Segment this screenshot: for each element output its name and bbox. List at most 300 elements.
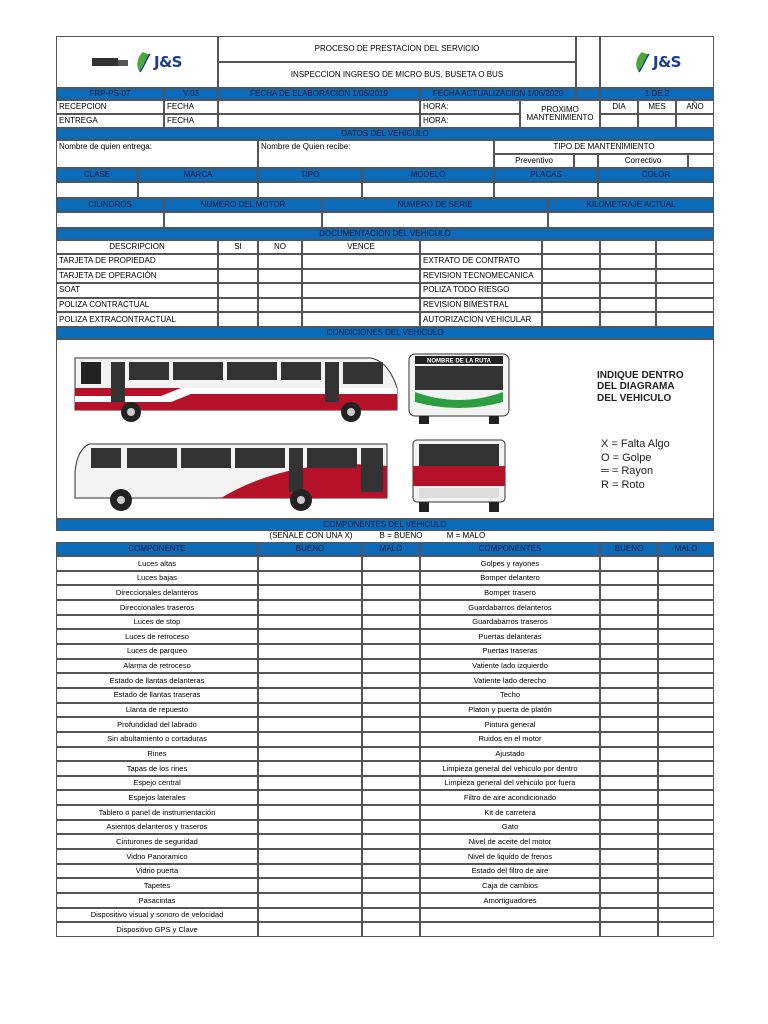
component-row [56,600,714,615]
component-name: Llanta de repuesto [56,703,258,718]
component-name [420,922,600,937]
legend-missing: X = Falta Algo [601,437,670,450]
bueno-checkbox[interactable] [258,893,362,908]
component-row [56,761,714,776]
component-row [56,571,714,586]
recepcion-fecha-field[interactable] [218,100,420,114]
clase-header: CLASE [56,168,138,182]
component-name: Vidrio puerta [56,864,258,879]
component-name: Ruidos en el motor [420,732,600,747]
vence-field[interactable] [302,312,420,327]
malo-header: MALO [362,542,420,556]
component-name: Pasacintas [56,893,258,908]
no-checkbox[interactable] [258,312,302,327]
malo-checkbox[interactable] [658,747,714,762]
kilometraje-field[interactable] [548,212,714,228]
recepcion-label: RECEPCION [56,100,164,114]
component-name: Alarma de retroceso [56,659,258,674]
bueno-checkbox[interactable] [258,849,362,864]
component-name: Tablero o panel de instrumentación [56,805,258,820]
malo-checkbox[interactable] [658,790,714,805]
malo-checkbox[interactable] [362,820,420,835]
page-number: 1 DE 2 [600,88,714,100]
cilindros-field[interactable] [56,212,164,228]
damage-legend [601,438,670,493]
vence-field[interactable] [656,283,714,298]
hora-label: HORA: [420,100,520,114]
serie-header: NUMERO DE SERIE [322,198,548,212]
malo-checkbox[interactable] [658,761,714,776]
component-row [56,688,714,703]
bueno-checkbox[interactable] [600,717,658,732]
bueno-checkbox[interactable] [258,585,362,600]
component-name: Bomper delantero [420,571,600,586]
malo-checkbox[interactable] [362,834,420,849]
no-checkbox[interactable] [600,254,656,269]
malo-checkbox[interactable] [362,732,420,747]
malo-checkbox[interactable] [658,673,714,688]
component-name: Vatiente lado izquierdo [420,659,600,674]
si-checkbox[interactable] [542,312,600,327]
malo-checkbox[interactable] [658,922,714,937]
no-checkbox[interactable] [600,283,656,298]
no-checkbox[interactable] [600,269,656,284]
component-name: Estado del filtro de aire [420,864,600,879]
legend-broken: R = Roto [601,479,645,492]
malo-checkbox[interactable] [362,761,420,776]
component-row [56,673,714,688]
bueno-checkbox[interactable] [258,790,362,805]
inspection-form [56,36,714,937]
entrega-fecha-field[interactable] [218,114,420,128]
bueno-checkbox[interactable] [258,820,362,835]
bueno-checkbox[interactable] [600,834,658,849]
documentation-section-header: DOCUMENTACION DEL VEHICULO [56,228,714,240]
legend-dent: O = Golpe [601,451,652,464]
ano-label: AÑO [676,100,714,114]
component-name: Vidrio Panoramico [56,849,258,864]
color-header: COLOR [598,168,714,182]
recibe-name-label: Nombre de Quien recibe: [261,142,351,151]
components-instruction: (SEÑALE CON UNA X) [269,530,353,540]
bueno-checkbox[interactable] [600,922,658,937]
malo-checkbox[interactable] [658,820,714,835]
bueno-checkbox[interactable] [600,864,658,879]
bueno-checkbox[interactable] [258,556,362,571]
component-row [56,629,714,644]
correctivo-checkbox[interactable] [688,154,714,168]
si-header: SI [218,240,258,254]
malo-checkbox[interactable] [658,878,714,893]
bueno-header: BUENO [258,542,362,556]
malo-checkbox[interactable] [658,732,714,747]
component-row [56,556,714,571]
malo-checkbox[interactable] [658,600,714,615]
component-row [56,644,714,659]
bueno-checkbox[interactable] [258,600,362,615]
bueno-checkbox[interactable] [600,644,658,659]
no-checkbox[interactable] [258,298,302,313]
component-name: Techo [420,688,600,703]
vence-field[interactable] [656,269,714,284]
entrega-name-label: Nombre de quien entrega: [59,142,152,151]
malo-checkbox[interactable] [658,864,714,879]
component-row [56,615,714,630]
motor-field[interactable] [164,212,322,228]
document-meta-row [56,88,714,100]
component-row [56,805,714,820]
component-name: Guardabarros delanteros [420,600,600,615]
component-name: Dispositivo visual y sonoro de velocidad [56,908,258,923]
kilometraje-header: KILOMETRAJE ACTUAL [548,198,714,212]
malo-checkbox[interactable] [362,571,420,586]
no-checkbox[interactable] [600,298,656,313]
bueno-checkbox[interactable] [600,585,658,600]
si-checkbox[interactable] [218,254,258,269]
document-name: AUTORIZACION VEHICULAR [420,312,542,327]
bueno-checkbox[interactable] [600,790,658,805]
component-name: Sin abultamiento o cortaduras [56,732,258,747]
entrega-name-field[interactable] [56,140,258,168]
component-row [56,659,714,674]
malo-checkbox[interactable] [362,849,420,864]
bueno-header: BUENO [600,542,658,556]
placas-field[interactable] [494,182,598,198]
bueno-checkbox[interactable] [600,600,658,615]
component-name: Luces altas [56,556,258,571]
document-version: V.03 [164,88,218,100]
bueno-checkbox[interactable] [258,732,362,747]
legend-scratch: ═ = Rayon [601,465,654,478]
malo-checkbox[interactable] [658,893,714,908]
vence-field[interactable] [302,269,420,284]
route-sign: NOMBRE DE LA RUTA [427,358,491,365]
bueno-checkbox[interactable] [600,688,658,703]
component-name: Luces bajas [56,571,258,586]
document-row [56,298,714,313]
inspection-title: INSPECCION INGRESO DE MICRO BUS, BUSETA O BUS [218,62,576,88]
bueno-checkbox[interactable] [600,703,658,718]
bueno-checkbox[interactable] [258,703,362,718]
vehicle-data-section-header: DATOS DEL VEHICULO [56,128,714,140]
descripcion-header: DESCRIPCION [56,240,218,254]
malo-checkbox[interactable] [658,908,714,923]
bueno-checkbox[interactable] [600,820,658,835]
bueno-checkbox[interactable] [258,571,362,586]
malo-checkbox[interactable] [362,615,420,630]
bueno-checkbox[interactable] [258,747,362,762]
vence-field[interactable] [656,298,714,313]
malo-key: M = MALO [446,530,486,540]
vehicle-diagram[interactable] [56,339,714,519]
modelo-field[interactable] [362,182,494,198]
component-name: Filtro de aire acondicionado [420,790,600,805]
bueno-checkbox[interactable] [258,864,362,879]
component-row [56,776,714,791]
malo-checkbox[interactable] [362,600,420,615]
leaf-icon [633,50,651,74]
malo-checkbox[interactable] [362,585,420,600]
component-row [56,878,714,893]
fecha-label: FECHA [164,100,218,114]
bueno-checkbox[interactable] [258,688,362,703]
malo-header: MALO [658,542,714,556]
bueno-checkbox[interactable] [258,908,362,923]
malo-checkbox[interactable] [362,659,420,674]
document-row [56,254,714,269]
component-name: Direccionales delanteros [56,585,258,600]
bueno-checkbox[interactable] [258,629,362,644]
malo-checkbox[interactable] [362,878,420,893]
component-row [56,864,714,879]
component-name: Golpes y rayones [420,556,600,571]
tipo-mantenimiento-label: TIPO DE MANTENIMIENTO [494,140,714,154]
malo-checkbox[interactable] [362,790,420,805]
malo-checkbox[interactable] [658,571,714,586]
elaboration-date: FECHA DE ELABORACIÓN 1/06/2019 [218,88,420,100]
cilindros-header: CILINDROS [56,198,164,212]
dia-label: DIA [600,100,638,114]
malo-checkbox[interactable] [362,747,420,762]
bueno-checkbox[interactable] [258,717,362,732]
dia-field[interactable] [600,114,638,128]
marca-field[interactable] [138,182,258,198]
malo-checkbox[interactable] [362,688,420,703]
ano-field[interactable] [676,114,714,128]
logo-text: J&S [653,52,681,71]
components-instruction-row [56,531,714,542]
malo-checkbox[interactable] [362,703,420,718]
bus-rear-view[interactable] [405,436,513,516]
mes-field[interactable] [638,114,676,128]
document-name: TARJETA DE OPERACIÓN [56,269,218,284]
document-name: POLIZA TODO RIESGO [420,283,542,298]
malo-checkbox[interactable] [658,629,714,644]
malo-checkbox[interactable] [658,659,714,674]
truck-icon [92,52,132,72]
document-row [56,269,714,284]
component-row [56,585,714,600]
malo-checkbox[interactable] [658,776,714,791]
bueno-checkbox[interactable] [258,922,362,937]
malo-checkbox[interactable] [658,834,714,849]
preventivo-checkbox[interactable] [574,154,598,168]
si-checkbox[interactable] [542,254,600,269]
component-name: Luces de stop [56,615,258,630]
component-row [56,747,714,762]
bueno-key: B = BUENO [379,530,423,540]
component-row [56,717,714,732]
maintenance-date [600,100,714,128]
malo-checkbox[interactable] [362,673,420,688]
tipo-header: TIPO [258,168,362,182]
bueno-checkbox[interactable] [600,849,658,864]
bueno-checkbox[interactable] [600,673,658,688]
vence-field[interactable] [302,298,420,313]
component-name: Kit de carretera [420,805,600,820]
bueno-checkbox[interactable] [258,834,362,849]
component-name: Asientos delanteros y traseros [56,820,258,835]
component-row [56,703,714,718]
bueno-checkbox[interactable] [600,893,658,908]
component-name [420,908,600,923]
component-name: Ajustado [420,747,600,762]
components-section-header: COMPONENTES DEL VEHICULO [56,519,714,531]
no-checkbox[interactable] [600,312,656,327]
malo-checkbox[interactable] [362,908,420,923]
component-name: Pintura general [420,717,600,732]
malo-checkbox[interactable] [658,703,714,718]
company-logo-left [56,36,218,88]
document-row [56,312,714,327]
vence-header: VENCE [302,240,420,254]
vence-field[interactable] [302,283,420,298]
preventivo-label: Preventivo [494,154,574,168]
component-row [56,849,714,864]
component-name: Espejos laterales [56,790,258,805]
malo-checkbox[interactable] [658,585,714,600]
bueno-checkbox[interactable] [600,776,658,791]
bueno-checkbox[interactable] [600,805,658,820]
component-name: Nivel de liquido de frenos [420,849,600,864]
component-name: Guardabarros traseros [420,615,600,630]
no-checkbox[interactable] [258,269,302,284]
modelo-header: MODELO [362,168,494,182]
si-checkbox[interactable] [542,298,600,313]
no-checkbox[interactable] [258,283,302,298]
bueno-checkbox[interactable] [600,571,658,586]
clase-field[interactable] [56,182,138,198]
bueno-checkbox[interactable] [600,629,658,644]
malo-checkbox[interactable] [658,615,714,630]
document-name: POLIZA CONTRACTUAL [56,298,218,313]
bueno-checkbox[interactable] [258,805,362,820]
component-row [56,732,714,747]
malo-checkbox[interactable] [362,556,420,571]
component-name: Profundidad del labrado [56,717,258,732]
component-row [56,834,714,849]
malo-checkbox[interactable] [658,805,714,820]
bueno-checkbox[interactable] [600,659,658,674]
document-code: FRP-PS-07 [56,88,164,100]
bueno-checkbox[interactable] [600,615,658,630]
si-checkbox[interactable] [218,298,258,313]
motor-header: NUMERO DEL MOTOR [164,198,322,212]
bueno-checkbox[interactable] [258,776,362,791]
bueno-checkbox[interactable] [258,615,362,630]
color-field[interactable] [598,182,714,198]
malo-checkbox[interactable] [658,717,714,732]
bueno-checkbox[interactable] [258,878,362,893]
component-name: Limpieza general del vehiculo por fuera [420,776,600,791]
malo-checkbox[interactable] [362,629,420,644]
component-name: Estado de llantas traseras [56,688,258,703]
bueno-checkbox[interactable] [258,761,362,776]
no-checkbox[interactable] [258,254,302,269]
bueno-checkbox[interactable] [600,747,658,762]
malo-checkbox[interactable] [362,644,420,659]
component-name: Gato [420,820,600,835]
bueno-checkbox[interactable] [600,878,658,893]
bueno-checkbox[interactable] [258,659,362,674]
process-title: PROCESO DE PRESTACION DEL SERVICIO [218,36,576,62]
malo-checkbox[interactable] [362,922,420,937]
component-name: Cinturones de seguridad [56,834,258,849]
component-name: Luces de parqueo [56,644,258,659]
bueno-checkbox[interactable] [258,673,362,688]
malo-checkbox[interactable] [658,556,714,571]
vence-field[interactable] [656,312,714,327]
bueno-checkbox[interactable] [600,761,658,776]
malo-checkbox[interactable] [362,864,420,879]
bus-side-view-left[interactable] [71,348,401,426]
component-name: Limpieza general del vehiculo por dentro [420,761,600,776]
correctivo-label: Correctivo [598,154,688,168]
component-name: Puertas traseras [420,644,600,659]
component-name: Puertas delanteras [420,629,600,644]
bus-front-view[interactable] [405,348,513,426]
tipo-field[interactable] [258,182,362,198]
component-name: Amortiguadores [420,893,600,908]
component-name: Espejo central [56,776,258,791]
bus-side-view-right[interactable] [71,436,391,516]
malo-checkbox[interactable] [658,644,714,659]
component-name: Luces de retroceso [56,629,258,644]
malo-checkbox[interactable] [362,805,420,820]
malo-checkbox[interactable] [362,776,420,791]
si-checkbox[interactable] [542,269,600,284]
si-checkbox[interactable] [218,283,258,298]
serie-field[interactable] [322,212,548,228]
malo-checkbox[interactable] [362,717,420,732]
malo-checkbox[interactable] [362,893,420,908]
placas-header: PLACAS [494,168,598,182]
bueno-checkbox[interactable] [600,908,658,923]
component-name: Rines [56,747,258,762]
si-checkbox[interactable] [218,312,258,327]
fecha-label: FECHA [164,114,218,128]
bueno-checkbox[interactable] [600,556,658,571]
recibe-name-field[interactable] [258,140,494,168]
components-header-row [56,542,714,556]
vence-field[interactable] [302,254,420,269]
componente-header: COMPONENTE [56,542,258,556]
component-name: Caja de cambios [420,878,600,893]
component-row [56,893,714,908]
component-row [56,908,714,923]
component-name: Tapetes [56,878,258,893]
update-date: FECHA ACTUALIZACION 1/06/2020 [420,88,576,100]
vence-field[interactable] [656,254,714,269]
si-checkbox[interactable] [218,269,258,284]
component-row [56,922,714,937]
malo-checkbox[interactable] [658,849,714,864]
bueno-checkbox[interactable] [600,732,658,747]
mes-label: MES [638,100,676,114]
componentes-header: COMPONENTES [420,542,600,556]
component-name: Nivel de aceite del motor [420,834,600,849]
document-row [56,283,714,298]
component-name: Tapas de los rines [56,761,258,776]
document-name: POLIZA EXTRACONTRACTUAL [56,312,218,327]
leaf-icon [134,50,152,74]
malo-checkbox[interactable] [658,688,714,703]
si-checkbox[interactable] [542,283,600,298]
document-name: REVISION TECNOMECANICA [420,269,542,284]
component-name: Bomper trasero [420,585,600,600]
bueno-checkbox[interactable] [258,644,362,659]
marca-header: MARCA [138,168,258,182]
